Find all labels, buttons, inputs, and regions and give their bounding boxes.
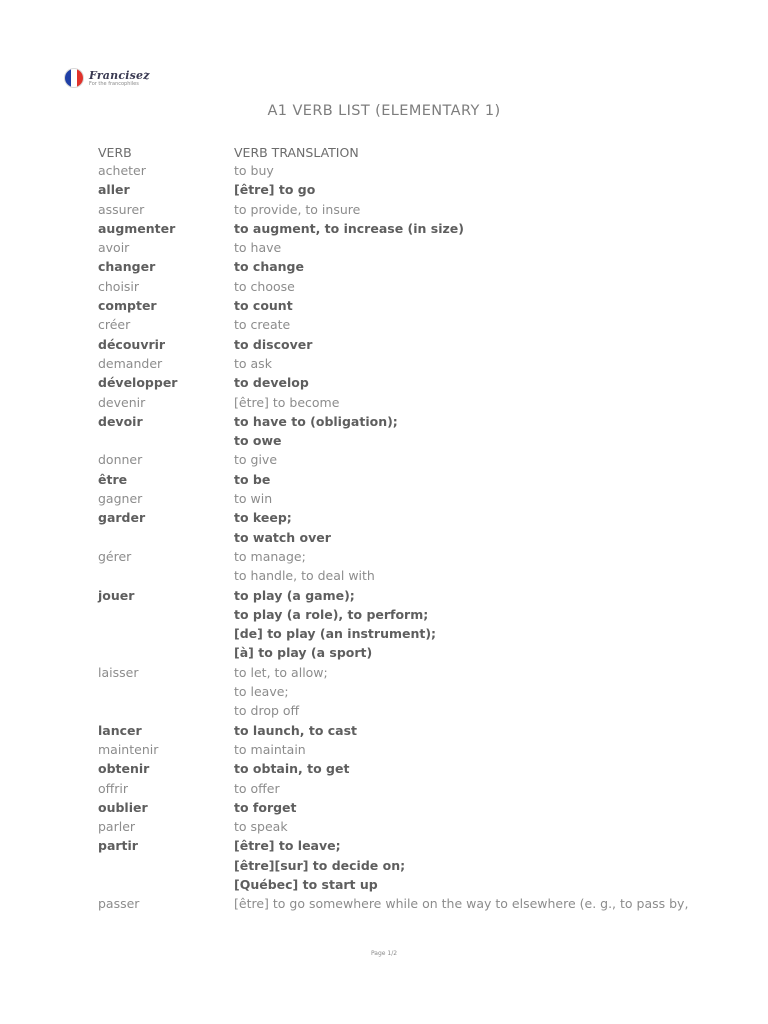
table-row	[0, 606, 768, 625]
verb-cell: lancer	[98, 722, 142, 738]
table-row	[0, 432, 768, 451]
verb-cell: demander	[98, 355, 163, 371]
verb-cell: laisser	[98, 664, 139, 680]
translation-cell: to give	[234, 452, 278, 468]
verb-cell: assurer	[98, 201, 145, 217]
table-row	[0, 258, 768, 277]
table-row	[0, 625, 768, 644]
translation-cell: to speak	[234, 819, 288, 835]
verb-cell: donner	[98, 452, 143, 468]
table-row	[0, 181, 768, 200]
translation-cell: to discover	[234, 336, 313, 352]
verb-cell: créer	[98, 317, 131, 333]
table-row	[0, 664, 768, 683]
table-row	[0, 278, 768, 297]
translation-cell: [être] to become	[234, 394, 340, 410]
verb-cell: maintenir	[98, 741, 159, 757]
table-row	[0, 683, 768, 702]
verb-cell: aller	[98, 182, 130, 198]
translation-cell: to choose	[234, 278, 295, 294]
verb-table	[0, 162, 768, 915]
verb-cell: découvrir	[98, 336, 166, 352]
translation-cell: [Québec] to start up	[234, 876, 378, 892]
table-row	[0, 799, 768, 818]
verb-cell: passer	[98, 896, 140, 912]
table-row	[0, 818, 768, 837]
translation-cell: to obtain, to get	[234, 761, 350, 777]
translation-cell: to be	[234, 471, 271, 487]
logo-text	[89, 70, 150, 87]
translation-cell: to play (a role), to perform;	[234, 606, 429, 622]
verb-cell: oublier	[98, 799, 148, 815]
page-title: A1 VERB LIST (ELEMENTARY 1)	[267, 103, 501, 119]
verb-cell: devoir	[98, 413, 143, 429]
table-row	[0, 760, 768, 779]
table-row	[0, 741, 768, 760]
verb-cell: devenir	[98, 394, 146, 410]
translation-cell: to watch over	[234, 529, 331, 545]
translation-cell: to have	[234, 240, 282, 256]
translation-cell: [à] to play (a sport)	[234, 645, 373, 661]
table-row	[0, 394, 768, 413]
translation-cell: to play (a game);	[234, 587, 355, 603]
translation-cell: to forget	[234, 799, 297, 815]
table-row	[0, 644, 768, 663]
verb-cell: acheter	[98, 163, 146, 178]
translation-cell: to develop	[234, 375, 309, 391]
translation-cell: to change	[234, 259, 304, 275]
table-row	[0, 780, 768, 799]
translation-cell: to offer	[234, 780, 280, 796]
translation-cell: to augment, to increase (in size)	[234, 220, 464, 236]
table-row	[0, 220, 768, 239]
translation-cell: to win	[234, 491, 273, 507]
translation-cell: to count	[234, 298, 293, 314]
translation-cell: to have to (obligation);	[234, 413, 398, 429]
translation-cell: to manage;	[234, 548, 306, 564]
verb-cell: obtenir	[98, 761, 150, 777]
verb-cell: développer	[98, 375, 178, 391]
table-row	[0, 509, 768, 528]
table-row	[0, 548, 768, 567]
table-row	[0, 702, 768, 721]
logo-tagline: For the francophiles	[89, 80, 139, 87]
verb-cell: avoir	[98, 240, 130, 256]
table-row	[0, 316, 768, 335]
verb-cell: compter	[98, 298, 157, 314]
table-row	[0, 587, 768, 606]
francisez-logo	[64, 68, 150, 88]
table-row	[0, 567, 768, 586]
table-row	[0, 336, 768, 355]
table-row	[0, 837, 768, 856]
translation-cell: to ask	[234, 355, 272, 371]
translation-cell: [être] to leave;	[234, 838, 341, 854]
verb-cell: choisir	[98, 278, 140, 294]
column-header-verb: VERB	[98, 145, 132, 160]
table-row	[0, 297, 768, 316]
logo-name: Francisez	[89, 68, 150, 82]
verb-cell: être	[98, 471, 128, 487]
verb-cell: gérer	[98, 548, 132, 564]
table-row	[0, 529, 768, 548]
translation-cell: to maintain	[234, 741, 306, 757]
translation-cell: to owe	[234, 433, 282, 449]
table-row	[0, 201, 768, 220]
translation-cell: to drop off	[234, 703, 300, 719]
table-row	[0, 722, 768, 741]
table-row	[0, 490, 768, 509]
table-row	[0, 239, 768, 258]
translation-cell: [être] to go somewhere while on the way to elsewhere (e. g., to pass by,	[234, 896, 689, 912]
verb-cell: partir	[98, 838, 138, 854]
translation-cell: [de] to play (an instrument);	[234, 626, 437, 642]
translation-cell: [être][sur] to decide on;	[234, 857, 406, 873]
table-row	[0, 876, 768, 895]
table-row	[0, 895, 768, 914]
translation-cell: [être] to go	[234, 182, 316, 198]
table-row	[0, 413, 768, 432]
page-number: Page 1/2	[370, 950, 398, 957]
verb-cell: augmenter	[98, 220, 176, 236]
verb-cell: gagner	[98, 491, 143, 507]
verb-cell: parler	[98, 819, 136, 835]
verb-cell: offrir	[98, 780, 129, 796]
table-row	[0, 355, 768, 374]
table-row	[0, 451, 768, 470]
verb-cell: changer	[98, 259, 156, 275]
translation-cell: to launch, to cast	[234, 722, 358, 738]
verb-cell: garder	[98, 510, 146, 526]
table-row	[0, 471, 768, 490]
translation-cell: to buy	[234, 163, 274, 178]
translation-cell: to keep;	[234, 510, 292, 526]
translation-cell: to let, to allow;	[234, 664, 328, 680]
translation-cell: to leave;	[234, 684, 289, 700]
french-flag-icon	[64, 68, 84, 88]
translation-cell: to provide, to insure	[234, 201, 361, 217]
translation-cell: to handle, to deal with	[234, 568, 375, 584]
table-row	[0, 857, 768, 876]
table-row	[0, 374, 768, 393]
column-header-translation: VERB TRANSLATION	[234, 145, 359, 160]
table-row	[0, 162, 768, 181]
translation-cell: to create	[234, 317, 291, 333]
verb-cell: jouer	[98, 587, 135, 603]
